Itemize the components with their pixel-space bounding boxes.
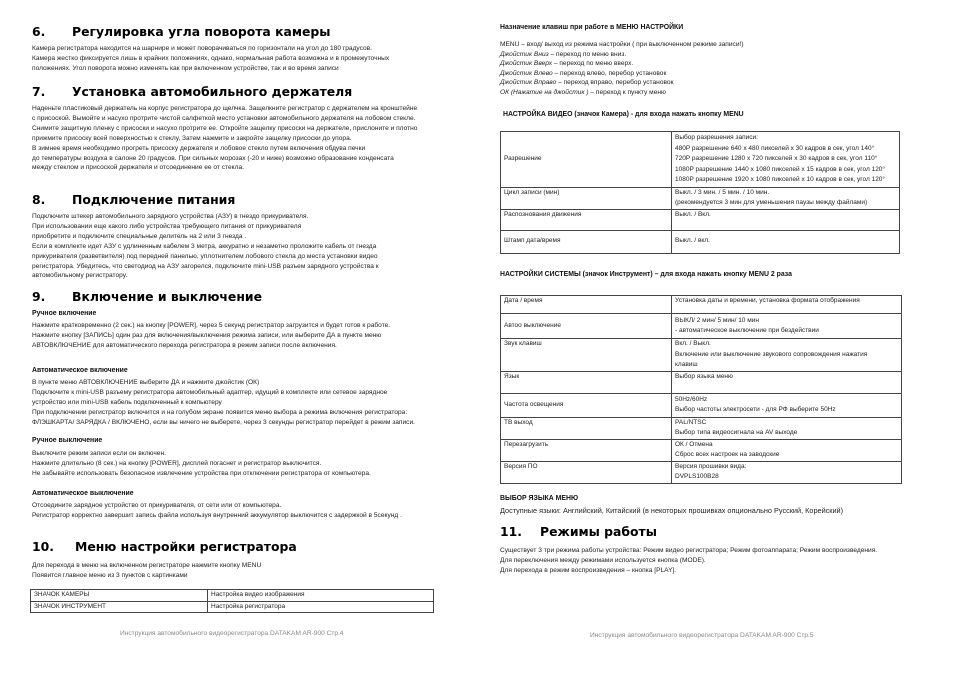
section-6-heading: 6. Регулировка угла поворота камеры bbox=[32, 24, 331, 39]
setting-values: Выбор разрешения записи: 480P разрешение 640 х 480 пикселей х 30 кадров в сек, угол 140° 720P разрешение 1280 х 720 пикселей х 30 кадров в сек, угол 110° 1080P разрешение 1440 х 1080 пикселей х 15 кадров в сек, угол 120° 1080P разрешение 1920 х 1080 пикселей х 10 кадров в сек, угол 120° bbox=[672, 132, 900, 188]
setting-name: Штамп дата/время bbox=[501, 230, 672, 253]
table-row bbox=[31, 590, 434, 602]
table-row bbox=[501, 461, 902, 483]
video-settings-heading: НАСТРОЙКА ВИДЕО (значок Камера) - для входа нажать кнопку MENU bbox=[503, 111, 744, 118]
setting-values: Вкл. / Выкл. Включение или выключение звукового сопровождения нажатия клавиш bbox=[672, 339, 902, 372]
section-11-heading: 11. Режимы работы bbox=[500, 524, 657, 539]
table-row bbox=[501, 296, 902, 314]
language-heading: ВЫБОР ЯЗЫКА МЕНЮ bbox=[500, 495, 579, 502]
setting-name: ТВ выход bbox=[501, 417, 672, 439]
table-cell: Настройка видео изображения bbox=[208, 590, 434, 602]
setting-values: Установка даты и времени, установка формата отображения bbox=[672, 296, 902, 314]
table-row bbox=[501, 314, 902, 339]
video-settings-table bbox=[500, 131, 900, 254]
language-text: Доступные языки: Английский, Китайский (в некоторых прошивках опционально Русский, Корейский) bbox=[500, 506, 844, 515]
manual-on-heading: Ручное включение bbox=[32, 310, 97, 317]
setting-values: 50Hz/60Hz Выбор частоты электросети - для РФ выберите 50Hz bbox=[672, 393, 902, 417]
keys-list: MENU – вход/ выход из режима настройки ( при выключенном режиме записи!) Джойстик Вниз – переход по меню вниз. Джойстик Вверх – переход по меню вверх. Джойстик Влево – переход влево, перебор установок Джойстик Вправо – переход вправо, перебор установок ОК (Нажатие на джойстик ) – переход к пункту меню bbox=[500, 41, 744, 96]
table-row bbox=[501, 187, 900, 209]
section-7-text: Наденьте пластиковый держатель на корпус регистратора до щелчка. Защелкните регистратор с держателем на кронштейне с присоской. Вымойте и насухо протрите чистой салфеткой место установки автомобильного держателя на лобовом стекле. Снимите защитную пленку с присоски и насухо протрите ее. Откройте защелку присоски на держателе, прислоните и плотно прижмите присоску всей поверхностью к стеклу, Затем нажмите и закройте защелку присоски до упора. В зимнее время необходимо прогреть присоску держателя и лобовое стекло путем включения обдува печки до температуры воздуха в салоне 20 градусов. При сильных морозах (-20 и ниже) возможно образование конденсата между стеклом и присоской держателя и отсоединение ее от стекла. bbox=[32, 105, 418, 172]
manual-off-heading: Ручное выключение bbox=[32, 437, 103, 444]
table-cell: ЗНАЧОК ИНСТРУМЕНТ bbox=[31, 601, 208, 613]
page-footer: Инструкция автомобильного видеорегистратора DATAKAM AR-900 Стр.5 bbox=[590, 632, 814, 639]
main-menu-table bbox=[30, 589, 434, 613]
auto-on-heading: Автоматическое включение bbox=[32, 367, 128, 374]
setting-name: Дата / время bbox=[501, 296, 672, 314]
setting-values: ОК / Отмена Сброс всех настроек на заводские bbox=[672, 439, 902, 461]
section-9-heading: 9. Включение и выключение bbox=[32, 289, 262, 304]
setting-name: Цикл записи (мин) bbox=[501, 187, 672, 209]
section-8-text: Подключите штекер автомобильного зарядного устройства (АЗУ) в гнездо прикуривателя. При использовании еще какого либо устройства требующего питания от прикуривателя приобретите и подключите специальные делитель на 2 или 3 гнезда . Если в комплекте идет АЗУ с удлиненным кабелем 3 метра, аккуратно и незаметно проложите кабель от гнезда прикуривателя (разветвителя) под передней панелью, уплотнителем лобового стекла до места установки видео регистратора. Убедитесь, что светодиод на АЗУ загорелся, подключите mini-USB разъем зарядного устройства к автомобильному регистратору. bbox=[32, 213, 379, 280]
setting-values: Выкл. / 3 мин. / 5 мин. / 10 мин. (рекомендуется 3 мин для уменьшения паузы между файлами) bbox=[672, 187, 900, 209]
section-7-heading: 7. Установка автомобильного держателя bbox=[32, 84, 353, 99]
table-row bbox=[501, 209, 900, 230]
table-row bbox=[501, 393, 902, 417]
setting-values: ВЫКЛ/ 2 мин/ 5 мин/ 10 мин - автоматическое выключение при бездействии bbox=[672, 314, 902, 339]
setting-values: Выкл. / Вкл. bbox=[672, 209, 900, 230]
setting-name: Версия ПО bbox=[501, 461, 672, 483]
manual-off-text: Выключите режим записи если он включен. Нажмите длительно (8 сек.) на кнопку [POWER], дисплей погаснет и регистратор выключится. Не забывайте использовать безопасное извлечение устройства при отключении регистратора от компьютера. bbox=[32, 450, 371, 477]
setting-values: Выбор языка меню bbox=[672, 371, 902, 393]
table-row bbox=[501, 132, 900, 188]
setting-name: Автоо выключение bbox=[501, 314, 672, 339]
auto-off-text: Отсоедините зарядное устройство от прикуривателя, от сети или от компьютера. Регистратор корректно завершит запись файла используя внутренний аккумулятор выключится с задержкой в 5секунд . bbox=[32, 502, 402, 519]
setting-name: Перезагрузить bbox=[501, 439, 672, 461]
system-settings-table bbox=[500, 295, 902, 484]
table-row bbox=[501, 371, 902, 393]
system-settings-heading: НАСТРОЙКИ СИСТЕМЫ (значок Инструмент) – для входа нажать кнопку MENU 2 раза bbox=[500, 271, 792, 278]
manual-on-text: Нажмите кратковременно (2 сек.) на кнопку [POWER], через 5 секунд регистратор загрузится и будет готов к работе. Нажмите кнопку [ЗАПИСЬ] один раз для включения/выключения режима записи, или выберите ДА в пункте меню АВТОВКЛЮЧЕНИЕ для автоматического перехода регистратора в режим записи после включения. bbox=[32, 322, 391, 349]
setting-values: Версия прошивки вида: DVPLS100B28 bbox=[672, 461, 902, 483]
section-10-text: Для перехода в меню на включенном регистраторе нажмите кнопку MENU Появится главное меню из 3 пунктов с картинками bbox=[32, 562, 262, 579]
table-row bbox=[31, 601, 434, 613]
table-cell: Настройка регистратора bbox=[208, 601, 434, 613]
table-row bbox=[501, 339, 902, 372]
keys-heading: Назначение клавиш при работе в МЕНЮ НАСТРОЙКИ bbox=[500, 24, 684, 31]
setting-name: Звук клавиш bbox=[501, 339, 672, 372]
setting-values: PAL/NTSC Выбор типа видеосигнала на AV выходе bbox=[672, 417, 902, 439]
section-11-text: Существует 3 три режима работы устройства: Режим видео регистратора; Режим фотоаппарата; Режим воспроизведения. Для переключения между режимами используется кнопка (MODE). Для перехода в режим воспроизведения – кнопка [PLAY]. bbox=[500, 547, 878, 574]
auto-off-heading: Автоматическое выключение bbox=[32, 490, 134, 497]
section-10-heading: 10. Меню настройки регистратора bbox=[32, 539, 297, 554]
table-row bbox=[501, 417, 902, 439]
table-row bbox=[501, 439, 902, 461]
section-8-heading: 8. Подключение питания bbox=[32, 192, 236, 207]
setting-name: Распознования движения bbox=[501, 209, 672, 230]
setting-name: Язык bbox=[501, 371, 672, 393]
table-cell: ЗНАЧОК КАМЕРЫ bbox=[31, 590, 208, 602]
page-footer: Инструкция автомобильного видеорегистратора DATAKAM AR-900 Стр.4 bbox=[120, 630, 344, 637]
section-6-text: Камера регистратора находится на шарнире и может поворачиваться по горизонтали на угол до 180 градусов. Камера жестко фиксируется лишь в крайних положениях, однако, нормальная работа возможна и в промежуточных положениях. Угол поворота можно изменять как при включенном устройстве, так и во время записи bbox=[32, 45, 390, 72]
auto-on-text: В пункте меню АВТОВКЛЮЧЕНИЕ выберите ДА и нажмите джойстик (ОК) Подключите к mini-USB разъему регистратора автомобильный адаптер, идущий в комплекте или сетевое зарядное устройство или mini-USB кабель подключенный к компьютеру При подключении регистратор включится и на голубом экране появится меню выбора а режима включения регистратора: ФЛЭШКАРТА/ ЗАРЯДКА / ВКЛЮЧЕНО, если вы ничего не выберете, через 3 секунды регистратор перейдет в режим записи. bbox=[32, 379, 415, 426]
setting-values: Выкл. / вкл. bbox=[672, 230, 900, 253]
page-4 bbox=[0, 0, 470, 675]
setting-name: Разрешение bbox=[501, 132, 672, 188]
setting-name: Частота освещения bbox=[501, 393, 672, 417]
table-row bbox=[501, 230, 900, 253]
page-5 bbox=[477, 0, 947, 675]
